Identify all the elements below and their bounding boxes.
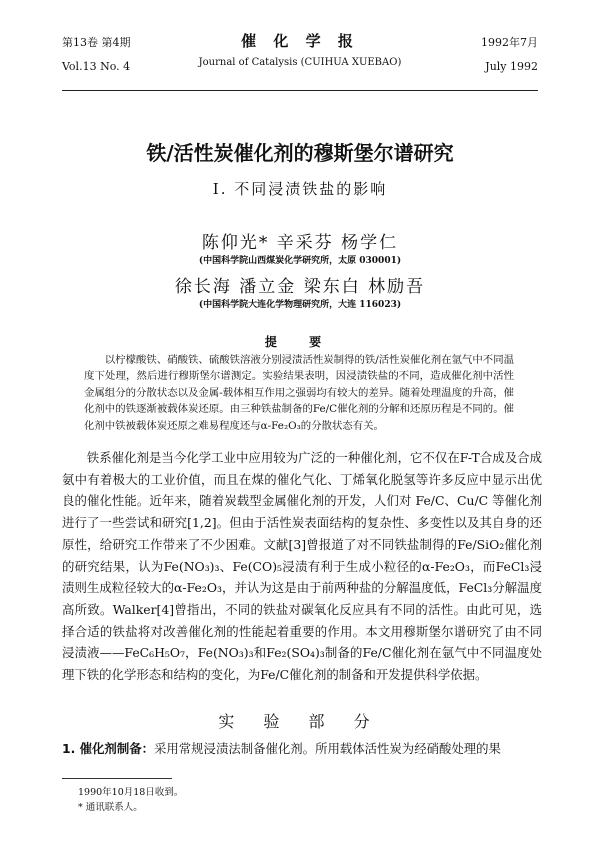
abstract-heading: 提 要 <box>264 335 336 349</box>
paragraph-label: 1. 催化剂制备： <box>62 741 154 756</box>
introduction-text: 铁系催化剂是当今化学工业中应用较为广泛的一种催化剂，它不仅在F-T合成及合成氨中有着极大的工业价值，而且在煤的催化气化、丁烯氧化脱氢等许多反应中显示出优良的催化性能。近年来，随着炭载型金属催化剂的开发，人们对 Fe/C、Cu/C 等催化剂进行了一些尝试和研究[1,2]。但由于活性炭表面结构的复杂性、多变性以及其自身的还原性，给研究工作带来了不少困难。文献[3]曾报道了对不同铁盐制得的Fe/SiO₂催化剂的研究结果，认为Fe(NO₃)₃、Fe(CO)₅浸渍有利于生成小粒径的α-Fe₂O₃，而FeCl₃浸渍则生成粒径较大的α-Fe₂O₃，并认为这是由于前两种盐的分解温度低，FeCl₃分解温度高所致。Walker[4]曾指出，不同的铁盐对碳氧化反应具有不同的活性。由此可见，选择合适的铁盐将对改善催化剂的性能起着重要的作用。本文用穆斯堡尔谱研究了由不同浸渍液——FeC₆H₅O₇，Fe(NO₃)₃和Fe₂(SO₄)₃制备的Fe/C催化剂在氩气中不同温度处理下铁的化学形态和结构的变化，为Fe/C催化剂的制备和开发提供科学依据。 <box>62 450 542 683</box>
header-rule <box>62 90 538 91</box>
footnote-rule <box>62 778 172 779</box>
abstract-text: 以柠檬酸铁、硝酸铁、硫酸铁溶液分别浸渍活性炭制得的铁/活性炭催化剂在氩气中不同温度下处理，然后进行穆斯堡尔谱测定。实验结果表明，因浸渍铁盐的不同，造成催化剂中活性金属组分的分散状态以及金属-载体相互作用之强弱均有较大的差异。随着处理温度的升高，催化剂中的铁逐渐被载体炭还原。由三种铁盐制备的Fe/C催化剂的分解和还原历程是不同的。催化剂中铁被载体炭还原之难易程度还与α-Fe₂O₃的分散状态有关。 <box>84 354 514 432</box>
issue-date-cn: 1992年7月 <box>481 36 538 49</box>
footnote-contact: * 通讯联系人。 <box>78 802 143 813</box>
paragraph-catalyst-prep <box>62 740 552 758</box>
issue-date <box>481 36 538 74</box>
paper-subtitle: I. 不同浸渍铁盐的影响 <box>212 180 388 198</box>
section-heading: 实 验 部 分 <box>218 712 382 731</box>
journal-name-cn: 催 化 学 报 <box>241 32 359 50</box>
affiliation-2: (中国科学院大连化学物理研究所，大连 116023) <box>198 300 402 310</box>
authors-group-1: 陈仰光* 辛采芬 杨学仁 <box>201 233 399 253</box>
authors-group-2: 徐长海 潘立金 梁东白 林励吾 <box>174 277 426 297</box>
footnote-received: 1990年10月18日收到。 <box>78 787 184 798</box>
volume-issue-cn: 第13卷 第4期 <box>62 36 131 49</box>
paragraph-text: 采用常规浸渍法制备催化剂。所用载体活性炭为经硝酸处理的果 <box>154 741 501 756</box>
affiliation-1: (中国科学院山西煤炭化学研究所，太原 030001) <box>198 256 402 266</box>
volume-issue-en: Vol.13 No. 4 <box>62 60 131 73</box>
issue-date-en: July 1992 <box>485 60 538 73</box>
paper-title: 铁/活性炭催化剂的穆斯堡尔谱研究 <box>146 141 454 165</box>
journal-name-en: Journal of Catalysis (CUIHUA XUEBAO) <box>198 57 402 68</box>
